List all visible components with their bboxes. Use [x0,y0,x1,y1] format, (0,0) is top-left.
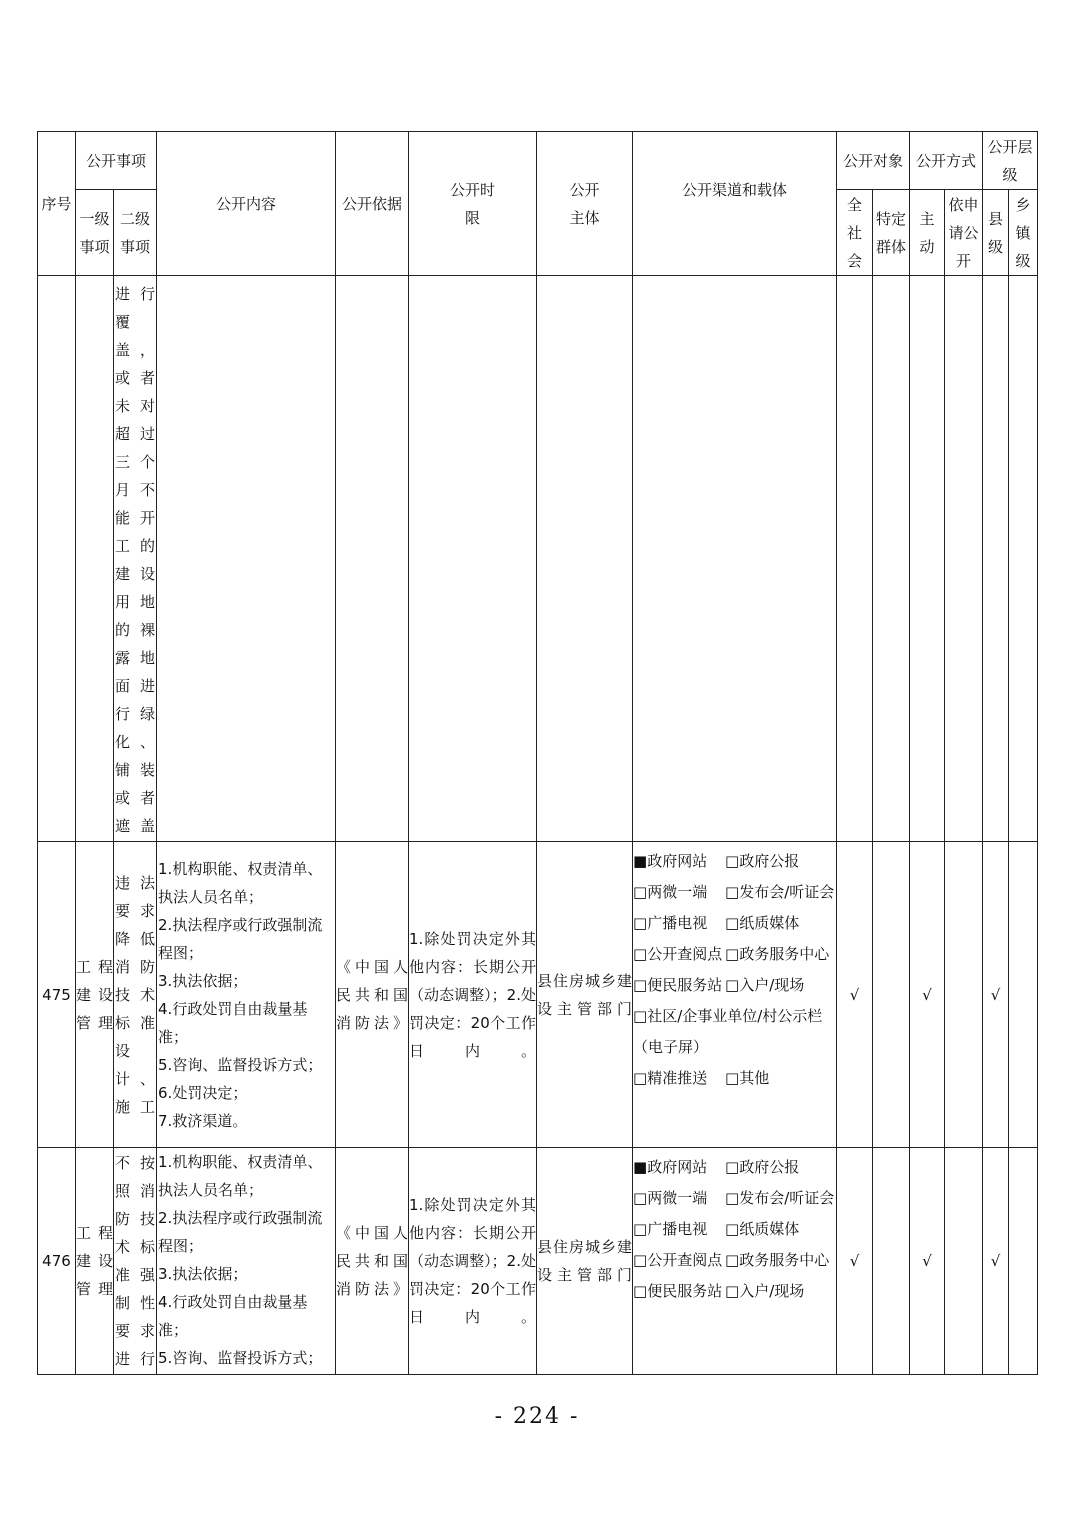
row-level1: 工程建设管理 [76,842,114,1148]
row-target-group [873,1148,910,1375]
channel-option: □纸质媒体 [725,914,800,932]
row-basis: 《中国人民共和国消防法》 [336,842,409,1148]
channel-line [633,1152,836,1183]
level2-line: 要求 [115,901,156,920]
header-method: 公开方式 [910,132,983,190]
disclosure-table [37,131,1038,1375]
level2-line: 月不 [115,481,156,499]
level2-line: 行绿 [115,705,156,723]
channel-option: □社区/企事业单位/村公示栏（电子屏） [633,1007,823,1056]
header-level1: 一级事项 [76,190,114,276]
content-item: 1.机构职能、权责清单、执法人员名单； [158,1153,323,1199]
channel-line [633,970,836,1001]
channel-line [633,908,836,939]
channel-option: □发布会/听证会 [725,1189,835,1207]
channel-line [633,1245,836,1276]
level2-line: 准强 [115,1266,156,1284]
channel-option: □政府公报 [725,1158,800,1176]
continued-level2 [114,276,157,842]
row-level-town [1009,842,1038,1148]
level2-line: 能开 [115,509,156,527]
channel-line [633,1063,836,1094]
level2-line: 制性 [115,1294,156,1312]
channel-option: □广播电视 [633,1220,708,1238]
level2-line: 或者 [115,369,156,387]
content-item: 5.咨询、监督投诉方式； [158,1055,323,1074]
level2-line: 照消 [115,1182,156,1200]
header-level2: 二级事项 [114,190,157,276]
row-target-all: √ [837,1148,873,1375]
channel-line [633,1276,836,1307]
header-target: 公开对象 [837,132,910,190]
row-method-apply [945,1148,983,1375]
row-method-active: √ [910,1148,945,1375]
channel-option: □广播电视 [633,914,708,932]
level2-line: 要求 [115,1322,156,1340]
row-subject: 县住房城乡建设主管部门 [537,842,633,1148]
table-row-continued [38,276,1038,842]
channel-line [633,1001,836,1063]
row-level-town [1009,1148,1038,1375]
channel-option: □政务服务中心 [725,1251,830,1269]
row-method-active: √ [910,842,945,1148]
header-content: 公开内容 [157,132,336,276]
row-time-limit: 1.除处罚决定外其他内容：长期公开（动态调整）；2.处罚决定：20个工作日内。 [409,1148,537,1375]
table-row [38,842,1038,1148]
channel-option: □发布会/听证会 [725,883,835,901]
channel-option: □纸质媒体 [725,1220,800,1238]
channel-option: □两微一端 [633,883,708,901]
content-item: 3.执法依据； [158,971,248,990]
channel-line [633,846,836,877]
channel-option: □政务服务中心 [725,945,830,963]
level2-line: 铺装 [115,761,156,779]
level2-line: 消防 [115,957,156,976]
channel-option: ■政府网站 [633,1158,708,1176]
level2-line: 降低 [115,929,156,948]
channel-line [633,877,836,908]
channel-option: □公开查阅点 [633,1251,723,1269]
header-channel: 公开渠道和载体 [633,132,837,276]
table-row [38,1148,1038,1375]
header-target-all: 全社会 [837,190,873,276]
level2-line: 不按 [115,1154,156,1172]
row-target-all: √ [837,842,873,1148]
row-target-group [873,842,910,1148]
header-level-county: 县级 [983,190,1009,276]
header-method-active: 主动 [910,190,945,276]
content-item: 3.执法依据； [158,1265,248,1283]
channel-option: □其他 [725,1069,770,1087]
row-level-county: √ [983,1148,1009,1375]
channel-line [633,1214,836,1245]
content-item: 4.行政处罚自由裁量基准； [158,999,308,1046]
channel-option: □两微一端 [633,1189,708,1207]
level2-line: 建设 [115,565,156,583]
header-time-limit: 公开时限 [409,132,537,276]
level2-line: 超过 [115,425,156,443]
channel-option: □入户/现场 [725,976,805,994]
channel-option: □入户/现场 [725,1282,805,1300]
row-level2 [114,1148,157,1375]
header-level-town: 乡镇级 [1009,190,1038,276]
header-method-apply: 依申请公开 [945,190,983,276]
header-subject: 公开主体 [537,132,633,276]
channel-option: □政府公报 [725,852,800,870]
content-item: 5.咨询、监督投诉方式； [158,1349,323,1367]
channel-option: □公开查阅点 [633,945,723,963]
channel-option: ■政府网站 [633,852,708,870]
level2-line: 覆 [115,313,131,331]
level2-line: 的裸 [115,621,156,639]
header-seq: 序号 [38,132,76,276]
level2-line: 设 [115,1041,131,1060]
row-seq: 476 [38,1148,76,1375]
header-level: 公开层级 [983,132,1038,190]
row-content [157,842,336,1148]
level2-line: 技术 [115,985,156,1004]
header-item: 公开事项 [76,132,157,190]
content-item: 4.行政处罚自由裁量基准； [158,1293,308,1339]
level2-line: 施工 [115,1097,156,1116]
row-channels [633,842,837,1148]
level2-line: 违法 [115,873,156,892]
level2-line: 露地 [115,649,156,667]
level2-line: 术标 [115,1238,156,1256]
channel-option: □便民服务站 [633,1282,723,1300]
level2-line: 或者 [115,789,156,807]
level2-line: 盖， [115,341,156,359]
content-item: 2.执法程序或行政强制流程图； [158,915,323,962]
content-item: 6.处罚决定； [158,1083,248,1102]
row-basis: 《中国人民共和国消防法》 [336,1148,409,1375]
channel-line [633,1183,836,1214]
level2-line: 面进 [115,677,156,695]
content-item: 7.救济渠道。 [158,1111,248,1130]
row-level-county: √ [983,842,1009,1148]
level2-line: 化、 [115,733,156,751]
level2-line: 标准 [115,1013,156,1032]
row-content [157,1148,336,1375]
level2-line: 用地 [115,593,156,611]
header-basis: 公开依据 [336,132,409,276]
level2-line: 进行 [115,285,156,303]
row-method-apply [945,842,983,1148]
channel-option: □便民服务站 [633,976,723,994]
row-level2 [114,842,157,1148]
level2-line: 未对 [115,397,156,415]
level2-line: 遮盖 [115,817,156,835]
channel-option: □精准推送 [633,1069,708,1087]
row-level1: 工程建设管理 [76,1148,114,1375]
level2-line: 计、 [115,1069,156,1088]
level2-line: 防技 [115,1210,156,1228]
channel-line [633,939,836,970]
level2-line: 工的 [115,537,156,555]
level2-line: 进行 [115,1350,156,1368]
level2-line: 三个 [115,453,156,471]
content-item: 1.机构职能、权责清单、执法人员名单； [158,859,323,906]
row-seq: 475 [38,842,76,1148]
row-time-limit: 1.除处罚决定外其他内容：长期公开（动态调整）；2.处罚决定：20个工作日内。 [409,842,537,1148]
row-subject: 县住房城乡建设主管部门 [537,1148,633,1375]
header-target-group: 特定群体 [873,190,910,276]
page-number: - 224 - [494,1404,580,1429]
row-channels [633,1148,837,1375]
content-item: 2.执法程序或行政强制流程图； [158,1209,323,1255]
